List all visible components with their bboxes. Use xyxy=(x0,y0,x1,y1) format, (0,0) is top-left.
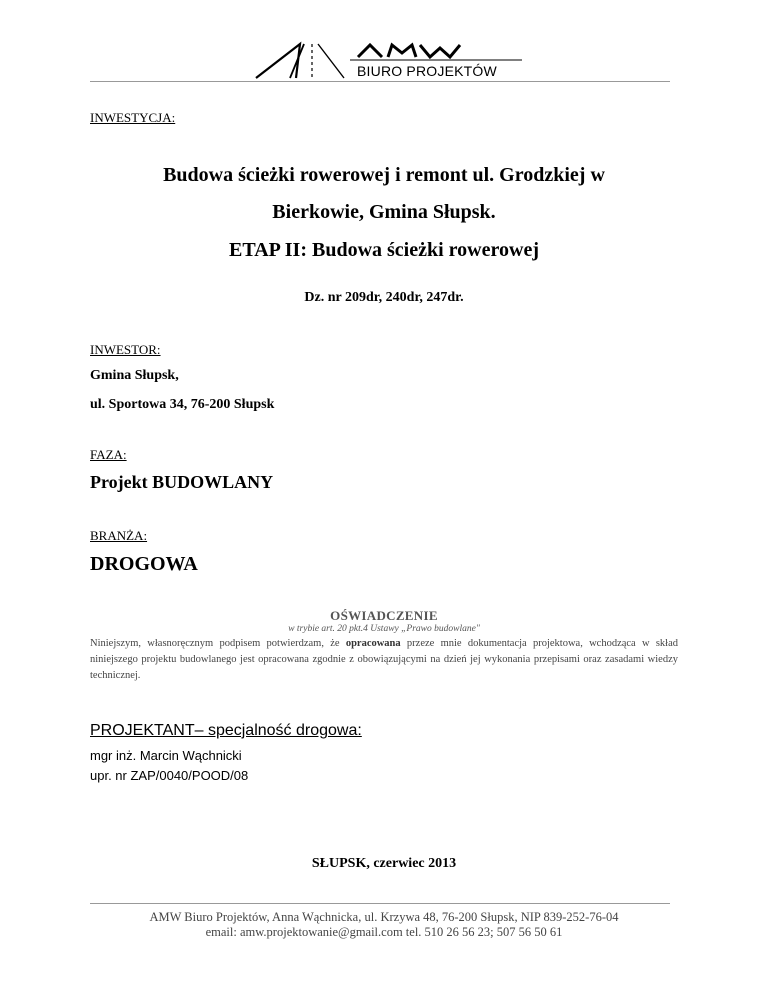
footer-company-info: AMW Biuro Projektów, Anna Wąchnicka, ul. Krzywa 48, 76-200 Słupsk, NIP 839-252-76-04 xyxy=(149,910,619,924)
phase-value: Projekt BUDOWLANY xyxy=(90,472,274,492)
designer-license: upr. nr ZAP/0040/POOD/08 xyxy=(90,768,249,783)
company-logo xyxy=(252,40,522,82)
footer-contact-info: email: amw.projektowanie@gmail.com tel. 510 26 56 23; 507 56 50 61 xyxy=(205,925,563,939)
statement-title: OŚWIADCZENIE xyxy=(330,608,438,623)
investment-title-line1: Budowa ścieżki rowerowej i remont ul. Grodzkiej w xyxy=(163,164,605,186)
plot-numbers: Dz. nr 209dr, 240dr, 247dr. xyxy=(304,290,464,305)
investor-label: INWESTOR: xyxy=(90,342,161,357)
statement-text-part1: Niniejszym, własnoręcznym podpisem potwierdzam, że xyxy=(90,638,346,649)
logo-subtitle: BIURO PROJEKTÓW xyxy=(357,63,497,79)
branch-label: BRANŻA: xyxy=(90,528,148,543)
phase-label: FAZA: xyxy=(90,447,127,462)
statement-text-bold: opracowana xyxy=(345,638,401,649)
place-date: SŁUPSK, czerwiec 2013 xyxy=(311,856,457,871)
designer-name: mgr inż. Marcin Wąchnicki xyxy=(90,748,242,763)
statement-text xyxy=(90,636,678,684)
investor-address: ul. Sportowa 34, 76-200 Słupsk xyxy=(90,397,275,412)
statement-text-part2: przeze mnie dokumentacja projektowa, wchodząca w skład niniejszego projektu budowlanego jest opracowana zgodnie z obowiązującymi na dzień jej wykonania przepisami oraz zasadami wiedzy technicznej. xyxy=(90,638,678,681)
header-divider xyxy=(90,81,670,82)
footer-divider xyxy=(90,903,670,904)
investment-label: INWESTYCJA: xyxy=(90,110,176,125)
investment-title-line2: Bierkowie, Gmina Słupsk. xyxy=(272,201,496,223)
branch-value: DROGOWA xyxy=(90,553,198,575)
statement-subtitle: w trybie art. 20 pkt.4 Ustawy „Prawo budowlane" xyxy=(288,624,480,634)
investor-name: Gmina Słupsk, xyxy=(90,368,179,383)
investment-title-line3: ETAP II: Budowa ścieżki rowerowej xyxy=(229,239,539,261)
designer-label: PROJEKTANT– specjalność drogowa: xyxy=(90,722,362,739)
